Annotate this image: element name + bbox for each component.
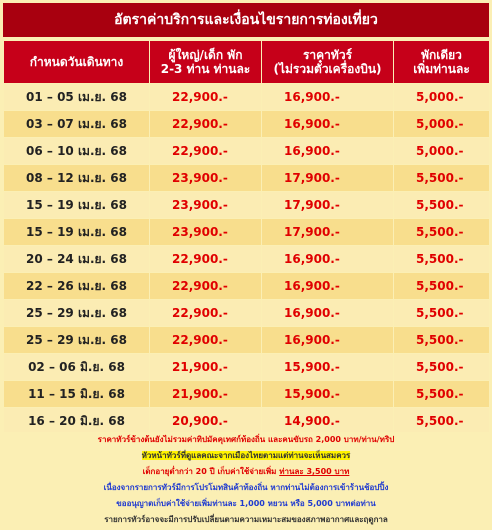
row-tour-price: 17,900.- [262,192,394,219]
row-date: 16 – 20 มิ.ย. 68 [4,408,150,435]
header-tour-line2: (ไม่รวมตั๋วเครื่องบิน) [273,62,382,76]
row-date: 11 – 15 มิ.ย. 68 [4,381,150,408]
row-date: 15 – 19 เม.ย. 68 [4,192,150,219]
row-date: 20 – 24 เม.ย. 68 [4,246,150,273]
row-adult-price: 22,900.- [150,300,262,327]
header-adult-price [150,41,262,84]
row-adult-price: 21,900.- [150,381,262,408]
note-tour-leader-text: หัวหน้าทัวร์ที่ดูแลคณะจากเมืองไทยตามแต่ท่านจะเห็นสมควร [141,451,351,460]
note-child-fee [3,464,489,480]
row-adult-price: 22,900.- [150,327,262,354]
table-row [4,408,490,435]
table-header-row [4,41,490,84]
row-single-price: 5,500.- [394,354,490,381]
table-row [4,192,490,219]
page-title: อัตราค่าบริการและเงื่อนไขรายการท่องเที่ยว [3,3,489,37]
table-row [4,381,490,408]
row-tour-price: 17,900.- [262,165,394,192]
row-single-price: 5,500.- [394,381,490,408]
table-row [4,273,490,300]
row-single-price: 5,500.- [394,246,490,273]
note-shopping-fee: ขออนุญาตเก็บค่าใช้จ่ายเพิ่มท่านละ 1,000 หยวน หรือ 5,000 บาทต่อท่าน [116,499,376,508]
row-adult-price: 22,900.- [150,138,262,165]
note-child-fee-amount: ท่านละ 3,500 บาท [279,467,350,476]
header-departure-date: กำหนดวันเดินทาง [4,41,150,84]
note-tour-leader [3,448,489,464]
row-date: 06 – 10 เม.ย. 68 [4,138,150,165]
row-tour-price: 16,900.- [262,138,394,165]
row-single-price: 5,500.- [394,219,490,246]
header-tour-price [262,41,394,84]
row-adult-price: 23,900.- [150,192,262,219]
row-single-price: 5,500.- [394,408,490,435]
note-tip-fee: ราคาทัวร์ข้างต้นยังไม่รวมค่าทิปมัคคุเทศก์ท้องถิ่น และคนขับรถ 2,000 บาท/ท่าน/ทริป [97,435,395,444]
row-tour-price: 16,900.- [262,273,394,300]
row-single-price: 5,000.- [394,138,490,165]
row-date: 22 – 26 เม.ย. 68 [4,273,150,300]
row-adult-price: 22,900.- [150,84,262,111]
header-tour-line1: ราคาทัวร์ [302,48,353,62]
row-date: 25 – 29 เม.ย. 68 [4,300,150,327]
header-adult-line1: ผู้ใหญ่/เด็ก พัก [168,48,243,62]
row-adult-price: 22,900.- [150,111,262,138]
row-date: 03 – 07 เม.ย. 68 [4,111,150,138]
header-single-line2: เพิ่มท่านละ [413,62,470,76]
row-single-price: 5,500.- [394,165,490,192]
row-adult-price: 23,900.- [150,219,262,246]
row-tour-price: 16,900.- [262,111,394,138]
row-tour-price: 17,900.- [262,219,394,246]
row-tour-price: 16,900.- [262,300,394,327]
terms-notes [3,432,489,530]
table-row [4,354,490,381]
table-row [4,84,490,111]
row-adult-price: 20,900.- [150,408,262,435]
row-date: 01 – 05 เม.ย. 68 [4,84,150,111]
note-child-fee-prefix: เด็กอายุต่ำกว่า 20 ปี เก็บค่าใช้จ่ายเพิ่ม [142,467,280,476]
table-row [4,111,490,138]
row-single-price: 5,000.- [394,84,490,111]
row-date: 02 – 06 มิ.ย. 68 [4,354,150,381]
row-tour-price: 15,900.- [262,381,394,408]
row-date: 15 – 19 เม.ย. 68 [4,219,150,246]
row-tour-price: 14,900.- [262,408,394,435]
table-row [4,138,490,165]
header-adult-line2: 2-3 ท่าน ท่านละ [160,62,251,76]
row-adult-price: 22,900.- [150,246,262,273]
header-single-line1: พักเดียว [421,48,462,62]
table-row [4,246,490,273]
table-row [4,327,490,354]
row-single-price: 5,500.- [394,192,490,219]
note-shopping: เนื่องจากรายการทัวร์มีการโปรโมทสินค้าท้องถิ่น หากท่านไม่ต้องการเข้าร้านช้อปปิ้ง [103,483,389,492]
header-single-supplement [394,41,490,84]
row-adult-price: 22,900.- [150,273,262,300]
row-single-price: 5,000.- [394,111,490,138]
row-tour-price: 16,900.- [262,246,394,273]
row-single-price: 5,500.- [394,300,490,327]
row-date: 08 – 12 เม.ย. 68 [4,165,150,192]
row-single-price: 5,500.- [394,327,490,354]
price-table [3,40,490,462]
note-itinerary-change: รายการทัวร์อาจจะมีการปรับเปลี่ยนตามความเหมาะสมของสภาพอากาศและฤดูกาล [104,515,388,524]
table-row [4,300,490,327]
table-row [4,219,490,246]
row-date: 25 – 29 เม.ย. 68 [4,327,150,354]
table-row [4,165,490,192]
row-tour-price: 16,900.- [262,327,394,354]
row-adult-price: 23,900.- [150,165,262,192]
row-single-price: 5,500.- [394,273,490,300]
row-adult-price: 21,900.- [150,354,262,381]
row-tour-price: 15,900.- [262,354,394,381]
row-tour-price: 16,900.- [262,84,394,111]
